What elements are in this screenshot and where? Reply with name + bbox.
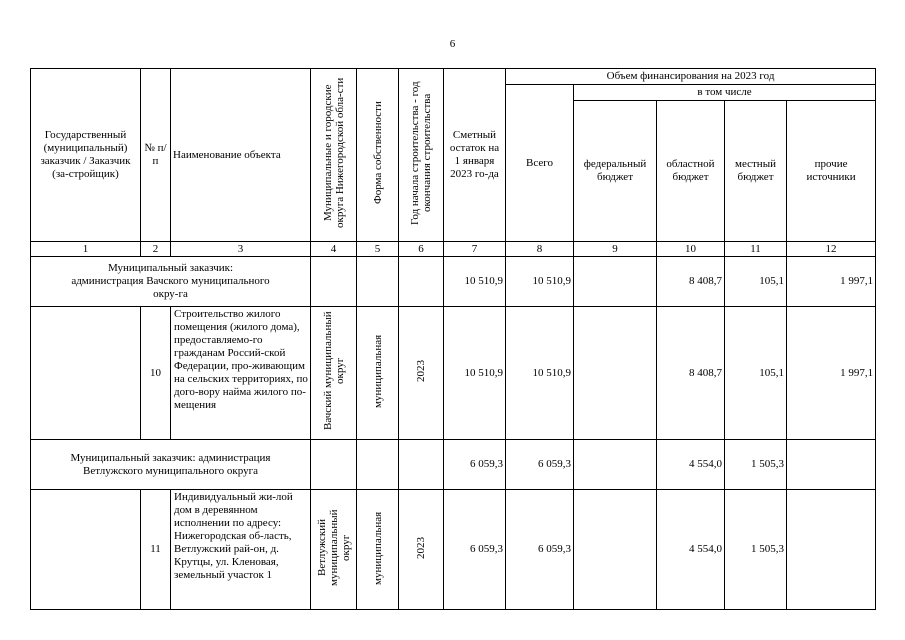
object-name: Индивидуальный жи-лой дом в деревянном исполнении по адресу: Нижегородская об-ласть, Ветлужский рай-он, д. Крутцы, ул. Кленовая, земельный участок 1 [171, 490, 311, 610]
regional-value: 8 408,7 [657, 307, 725, 440]
other-value: 1 997,1 [787, 257, 876, 307]
total-value: 6 059,3 [506, 440, 574, 490]
header-years-text: Год начала строительства - год окончания строительства [409, 81, 433, 225]
regional-value: 4 554,0 [657, 440, 725, 490]
regional-value: 4 554,0 [657, 490, 725, 610]
local-value: 105,1 [725, 307, 787, 440]
object-years-text: 2023 [415, 536, 427, 559]
local-value: 1 505,3 [725, 440, 787, 490]
total-value: 10 510,9 [506, 257, 574, 307]
page-number: 6 [449, 38, 456, 50]
remaining-value: 10 510,9 [444, 257, 506, 307]
object-district [311, 490, 357, 610]
other-value [787, 440, 876, 490]
header-incl-group: в том числе [574, 85, 876, 101]
object-row [31, 490, 876, 610]
object-ownership-text: муниципальная [371, 334, 384, 408]
header-total: Всего [506, 85, 574, 242]
column-number: 5 [357, 242, 399, 257]
header-years [399, 69, 444, 242]
header-number: № п/п [141, 69, 171, 242]
header-district [311, 69, 357, 242]
column-number: 9 [574, 242, 657, 257]
customer-row [31, 440, 876, 490]
header-remaining: Сметный остаток на 1 января 2023 го-да [444, 69, 506, 242]
header-funding-group: Объем финансирования на 2023 год [506, 69, 876, 85]
header-federal: федеральный бюджет [574, 101, 657, 242]
column-number: 6 [399, 242, 444, 257]
local-value: 1 505,3 [725, 490, 787, 610]
remaining-value: 6 059,3 [444, 440, 506, 490]
financing-table [30, 68, 876, 610]
object-number: 10 [141, 307, 171, 440]
local-value: 105,1 [725, 257, 787, 307]
other-value [787, 490, 876, 610]
column-number: 10 [657, 242, 725, 257]
header-district-text: Муниципальные и городские округа Нижегородской обла-сти [321, 77, 346, 229]
column-number: 2 [141, 242, 171, 257]
other-value: 1 997,1 [787, 307, 876, 440]
header-customer: Государственный (муниципальный) заказчик / Заказчик (за-стройщик) [31, 69, 141, 242]
object-district-text: Вачский муниципальный округ [321, 311, 346, 431]
header-ownership [357, 69, 399, 242]
remaining-value: 10 510,9 [444, 307, 506, 440]
regional-value: 8 408,7 [657, 257, 725, 307]
column-number: 1 [31, 242, 141, 257]
column-number: 8 [506, 242, 574, 257]
federal-value [574, 257, 657, 307]
object-ownership-text: муниципальная [371, 510, 384, 585]
column-number-row [31, 242, 876, 257]
total-value: 10 510,9 [506, 307, 574, 440]
total-value: 6 059,3 [506, 490, 574, 610]
remaining-value: 6 059,3 [444, 490, 506, 610]
object-name: Строительство жилого помещения (жилого дома), предоставляемо-го гражданам Россий-ской Федерации, про-живающим на сельских территориях, по дого-вору найма жилого по-мещения [171, 307, 311, 440]
object-number: 11 [141, 490, 171, 610]
federal-value [574, 490, 657, 610]
customer-name: Муниципальный заказчик: администрация Вачского муниципального окру-га [31, 257, 311, 307]
header-object-name: Наименование объекта [171, 69, 311, 242]
object-ownership [357, 490, 399, 610]
object-district [311, 307, 357, 440]
column-number: 7 [444, 242, 506, 257]
federal-value [574, 440, 657, 490]
column-number: 4 [311, 242, 357, 257]
customer-row [31, 257, 876, 307]
header-other: прочие источники [787, 101, 876, 242]
object-row [31, 307, 876, 440]
header-ownership-text: Форма собственности [371, 101, 384, 205]
object-district-text: Ветлужский муниципальный округ [315, 509, 352, 586]
object-ownership [357, 307, 399, 440]
object-years [399, 490, 444, 610]
column-number: 3 [171, 242, 311, 257]
column-number: 12 [787, 242, 876, 257]
header-local: местный бюджет [725, 101, 787, 242]
customer-name: Муниципальный заказчик: администрация Ветлужского муниципального округа [31, 440, 311, 490]
federal-value [574, 307, 657, 440]
header-regional: областной бюджет [657, 101, 725, 242]
column-number: 11 [725, 242, 787, 257]
object-years-text: 2023 [415, 360, 427, 382]
object-years [399, 307, 444, 440]
